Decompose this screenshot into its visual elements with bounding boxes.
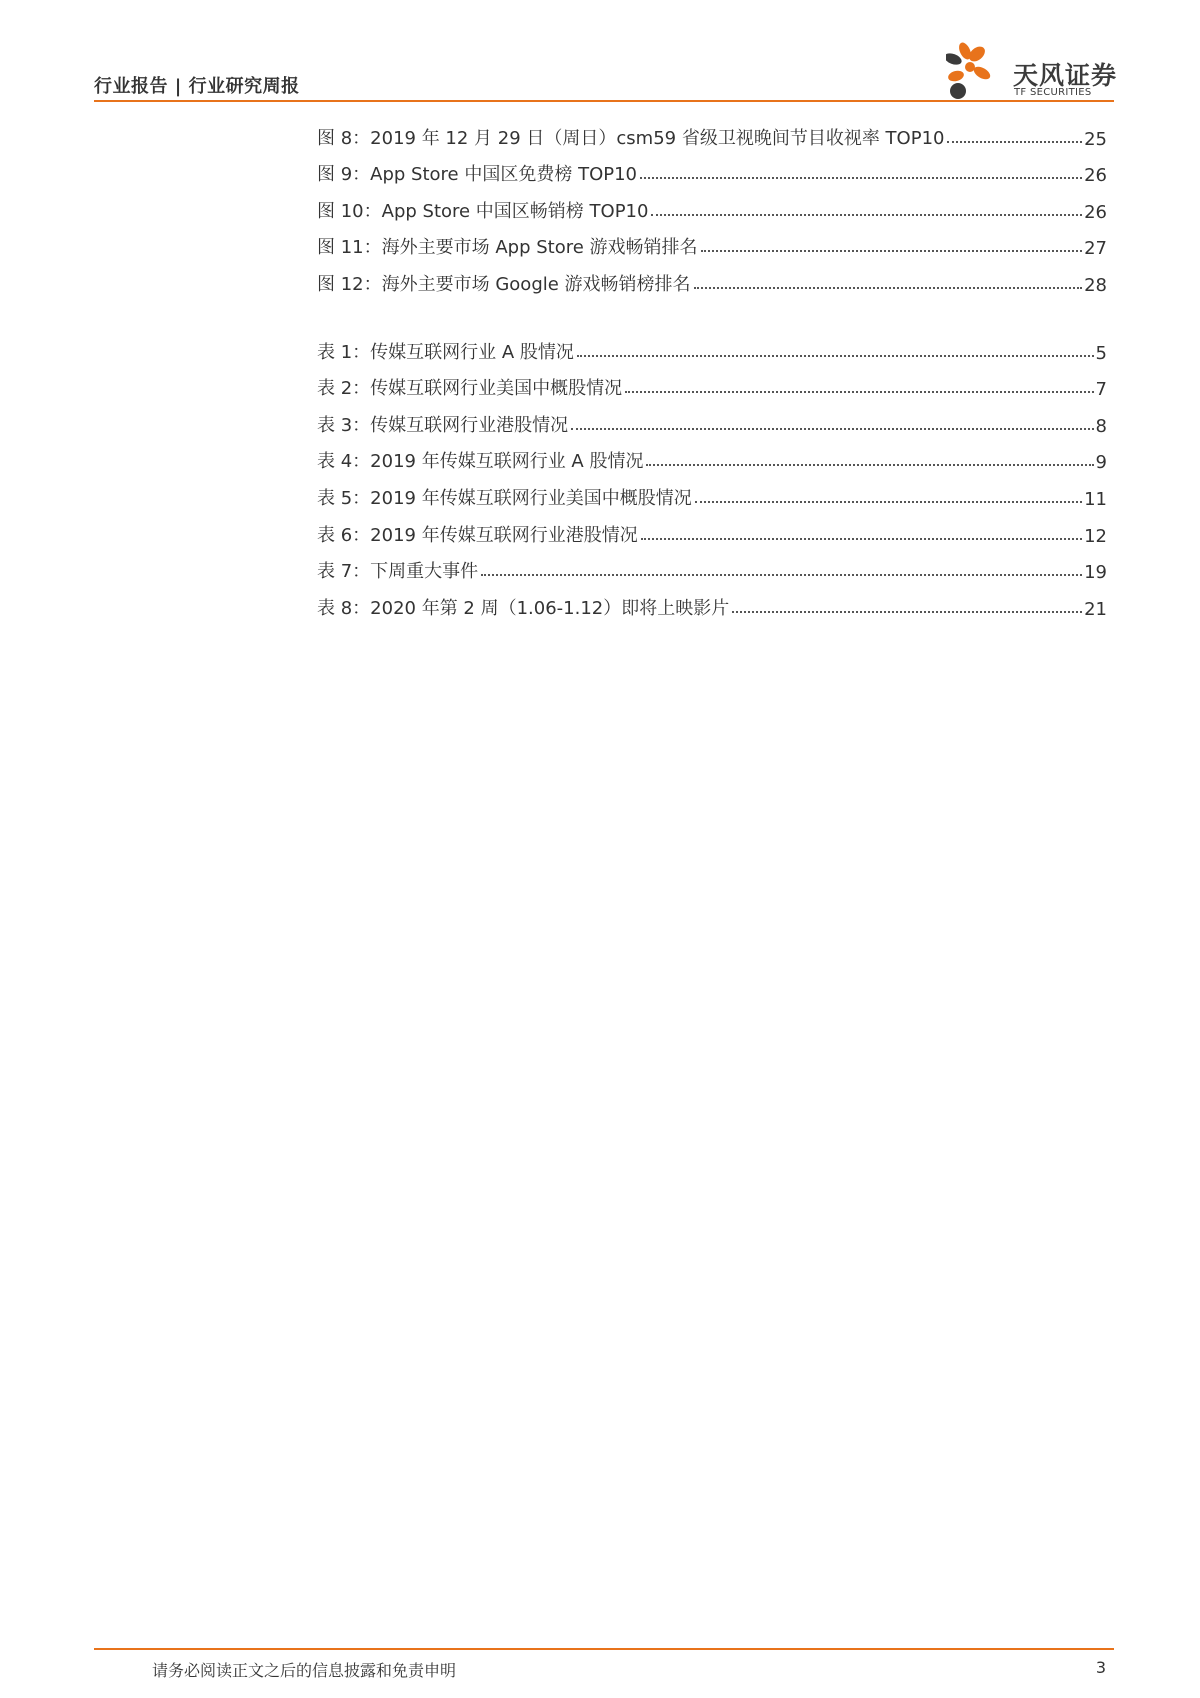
- logo-flower-icon: [946, 38, 1010, 102]
- entry-page-number: 9: [1095, 452, 1107, 474]
- dot-leader: [571, 428, 1093, 430]
- entry-page-number: 21: [1084, 598, 1107, 620]
- entry-label: 表 7：下周重大事件: [317, 561, 479, 583]
- footer-page-number: 3: [1095, 1658, 1106, 1677]
- figure-index-list: [317, 113, 1107, 296]
- entry-label: 图 10：App Store 中国区畅销榜 TOP10: [317, 200, 649, 222]
- table-index-entry[interactable]: [317, 364, 1107, 401]
- header-divider: [94, 100, 1114, 102]
- footer-divider: [94, 1648, 1114, 1650]
- entry-page-number: 8: [1095, 415, 1107, 437]
- table-index-entry[interactable]: [317, 510, 1107, 547]
- figure-index-entry[interactable]: [317, 223, 1107, 260]
- entry-label: 图 12：海外主要市场 Google 游戏畅销榜排名: [317, 273, 691, 295]
- entry-page-number: 26: [1084, 165, 1107, 187]
- dot-leader: [695, 501, 1082, 503]
- dot-leader: [732, 611, 1082, 613]
- entry-label: 图 8：2019 年 12 月 29 日（周日）csm59 省级卫视晚间节目收视率 TOP10: [317, 127, 945, 149]
- dot-leader: [641, 538, 1082, 540]
- entry-page-number: 26: [1084, 201, 1107, 223]
- entry-page-number: 5: [1095, 342, 1107, 364]
- table-index-entry[interactable]: [317, 437, 1107, 474]
- entry-page-number: 11: [1084, 488, 1107, 510]
- dot-leader: [947, 141, 1082, 143]
- entry-label: 表 1：传媒互联网行业 A 股情况: [317, 341, 574, 363]
- entry-label: 表 3：传媒互联网行业港股情况: [317, 414, 569, 436]
- logo-name-cn: 天风证券: [1013, 61, 1118, 90]
- entry-label: 表 5：2019 年传媒互联网行业美国中概股情况: [317, 487, 692, 509]
- entry-page-number: 28: [1084, 274, 1107, 296]
- dot-leader: [481, 574, 1082, 576]
- entry-label: 图 11：海外主要市场 App Store 游戏畅销排名: [317, 237, 698, 259]
- report-type-title: 行业报告 | 行业研究周报: [94, 76, 300, 97]
- entry-label: 图 9：App Store 中国区免费榜 TOP10: [317, 164, 638, 186]
- entry-page-number: 12: [1084, 525, 1107, 547]
- entry-page-number: 7: [1095, 379, 1107, 401]
- footer-disclaimer: 请务必阅读正文之后的信息披露和免责申明: [152, 1661, 457, 1680]
- entry-label: 表 6：2019 年传媒互联网行业港股情况: [317, 524, 638, 546]
- dot-leader: [651, 214, 1082, 216]
- dot-leader: [625, 391, 1093, 393]
- figure-index-entry[interactable]: [317, 150, 1107, 187]
- tf-securities-logo: [946, 38, 1126, 108]
- table-index-entry[interactable]: [317, 583, 1107, 620]
- figure-index-entry[interactable]: [317, 259, 1107, 296]
- entry-label: 表 4：2019 年传媒互联网行业 A 股情况: [317, 451, 644, 473]
- entry-page-number: 27: [1084, 238, 1107, 260]
- dot-leader: [694, 287, 1083, 289]
- table-index-list: [317, 327, 1107, 620]
- table-index-entry[interactable]: [317, 400, 1107, 437]
- entry-label: 表 8：2020 年第 2 周（1.06-1.12）即将上映影片: [317, 597, 730, 619]
- figure-index-entry[interactable]: [317, 186, 1107, 223]
- entry-label: 表 2：传媒互联网行业美国中概股情况: [317, 378, 623, 400]
- table-index-entry[interactable]: [317, 327, 1107, 364]
- dot-leader: [640, 177, 1082, 179]
- figure-index-entry[interactable]: [317, 113, 1107, 150]
- entry-page-number: 19: [1084, 562, 1107, 584]
- entry-page-number: 25: [1084, 128, 1107, 150]
- table-index-entry[interactable]: [317, 473, 1107, 510]
- table-index-entry[interactable]: [317, 547, 1107, 584]
- dot-leader: [646, 464, 1093, 466]
- dot-leader: [577, 355, 1094, 357]
- logo-name-en: TF SECURITIES: [1014, 87, 1092, 98]
- dot-leader: [701, 250, 1083, 252]
